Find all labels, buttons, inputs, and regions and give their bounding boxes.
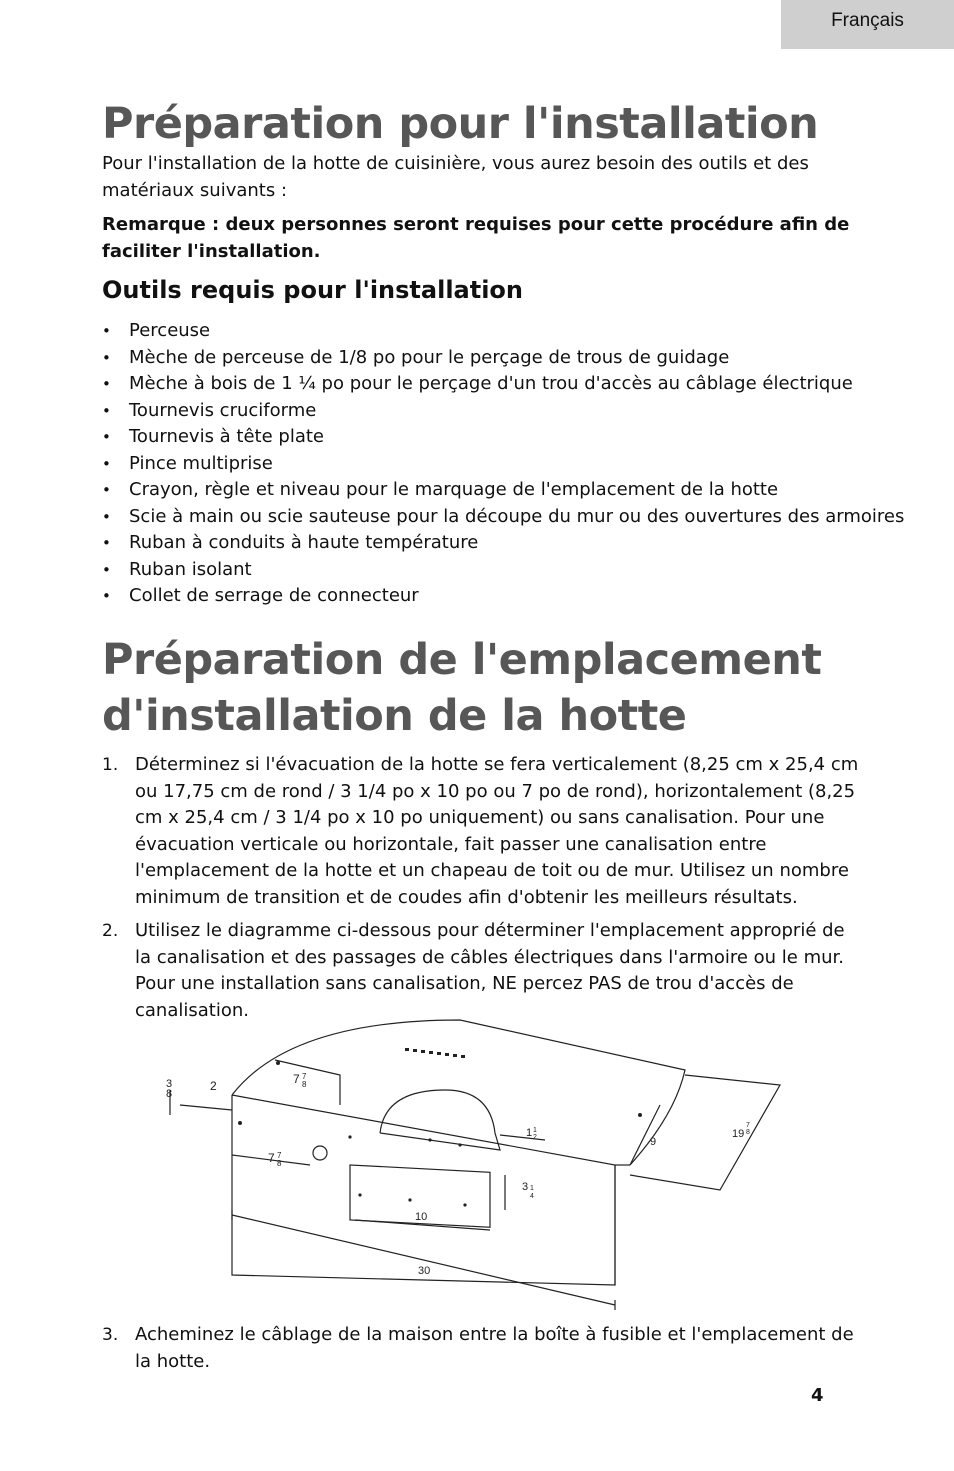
dim-label-10: 10: [415, 1211, 428, 1223]
dim-label-3-8-den: 8: [166, 1088, 173, 1100]
section1-title: Préparation pour l'installation: [102, 99, 819, 149]
list-item: • Ruban isolant: [102, 557, 904, 584]
dim-label-3-8-num: 3: [166, 1078, 173, 1090]
dim-line-1-1-2: [500, 1135, 545, 1140]
hood-front-edge: [232, 1095, 615, 1285]
step-2: [102, 918, 862, 1024]
dim-label-3-1-4-den: 4: [530, 1193, 534, 1200]
step-text: Acheminez le câblage de la maison entre la boîte à fusible et l'emplacement de la hotte.: [135, 1324, 854, 1372]
step-number: 1.: [102, 755, 119, 775]
list-item: • Tournevis cruciforme: [102, 398, 904, 425]
dim-label-2: 2: [210, 1079, 217, 1093]
page-number: 4: [811, 1385, 824, 1406]
dim-label-19-den: 8: [746, 1129, 750, 1136]
step-number: 3.: [102, 1325, 119, 1345]
list-item: • Ruban à conduits à haute température: [102, 530, 904, 557]
step-3: [102, 1322, 862, 1375]
hood-dimension-diagram: [160, 1015, 800, 1315]
dim-label-7-top-den: 8: [302, 1080, 307, 1089]
tools-title: Outils requis pour l'installation: [102, 276, 524, 304]
step-1: [102, 752, 862, 911]
dim-line-2: [180, 1105, 232, 1110]
dim-label-3-1-4-num: 1: [530, 1185, 534, 1192]
dim-label-7-top-num: 7: [302, 1072, 307, 1081]
dim-line-9: [630, 1105, 660, 1165]
dim-label-7-top-whole: 7: [293, 1072, 300, 1086]
section2-title-line1: Préparation de l'emplacement: [102, 635, 822, 685]
list-item: • Mèche de perceuse de 1/8 po pour le perçage de trous de guidage: [102, 345, 904, 372]
vent-slots-row: [405, 1048, 465, 1058]
section1-note: Remarque : deux personnes seront requises pour cette procédure afin de faciliter l'installation.: [102, 214, 850, 262]
dim-label-7-side-whole: 7: [268, 1151, 275, 1165]
list-item: • Crayon, règle et niveau pour le marquage de l'emplacement de la hotte: [102, 477, 904, 504]
list-item: • Collet de serrage de connecteur: [102, 583, 904, 610]
dim-label-30: 30: [418, 1265, 431, 1277]
dim-label-7-side-num: 7: [277, 1151, 282, 1160]
list-item: • Perceuse: [102, 318, 904, 345]
hood-top-outline: [232, 1020, 685, 1165]
dim-label-7-side-den: 8: [277, 1159, 282, 1168]
step-number: 2.: [102, 921, 119, 941]
dim-label-3-1-4-whole: 3: [522, 1181, 529, 1193]
list-item: • Mèche à bois de 1 ¼ po pour le perçage d'un trou d'accès au câblage électrique: [102, 371, 904, 398]
step-text: Déterminez si l'évacuation de la hotte se fera verticalement (8,25 cm x 25,4 cm ou 17,75 cm de rond / 3 1/4 po x 10 po ou 7 po de rond), horizontalement (8,25 cm x 25,4 cm / 3 1/4 po x 10 po uniquement) ou sans canalisation. Pour une évacuation verticale ou horizontale, fait passer une canalisation entre l'emplacement de la hotte et un chapeau de toit ou de mur. Utilisez un nombre minimum de transition et de coudes afin d'obtenir les meilleurs résultats.: [135, 754, 859, 908]
dim-label-19-num: 7: [746, 1122, 750, 1129]
language-tab[interactable]: Français: [781, 0, 954, 49]
dim-label-1-1-2-num: 1: [533, 1127, 537, 1134]
dim-label-1-1-2-whole: 1: [526, 1127, 533, 1139]
step-text: Utilisez le diagramme ci-dessous pour déterminer l'emplacement approprié de la canalisation et des passages de câbles électriques dans l'armoire ou le mur. Pour une installation sans canalisation, NE percez PAS de trou d'accès de canalisation.: [135, 920, 845, 1021]
wire-hole-circle: [313, 1146, 327, 1160]
dim-label-9: 9: [650, 1136, 657, 1148]
list-item: • Pince multiprise: [102, 451, 904, 478]
list-item: • Scie à main ou scie sauteuse pour la découpe du mur ou des ouvertures des armoires: [102, 504, 904, 531]
list-item: • Tournevis à tête plate: [102, 424, 904, 451]
dim-line-7-7-8-top: [275, 1060, 340, 1105]
section1-intro: Pour l'installation de la hotte de cuisinière, vous aurez besoin des outils et des matériaux suivants :: [102, 153, 809, 201]
dim-line-19-7-8: [630, 1075, 780, 1190]
tools-list: [102, 318, 904, 610]
dim-label-1-1-2-den: 2: [533, 1134, 537, 1141]
section2-title-line2: d'installation de la hotte: [102, 691, 687, 741]
dim-line-30: [232, 1215, 615, 1305]
dim-label-19-whole: 19: [732, 1128, 745, 1140]
